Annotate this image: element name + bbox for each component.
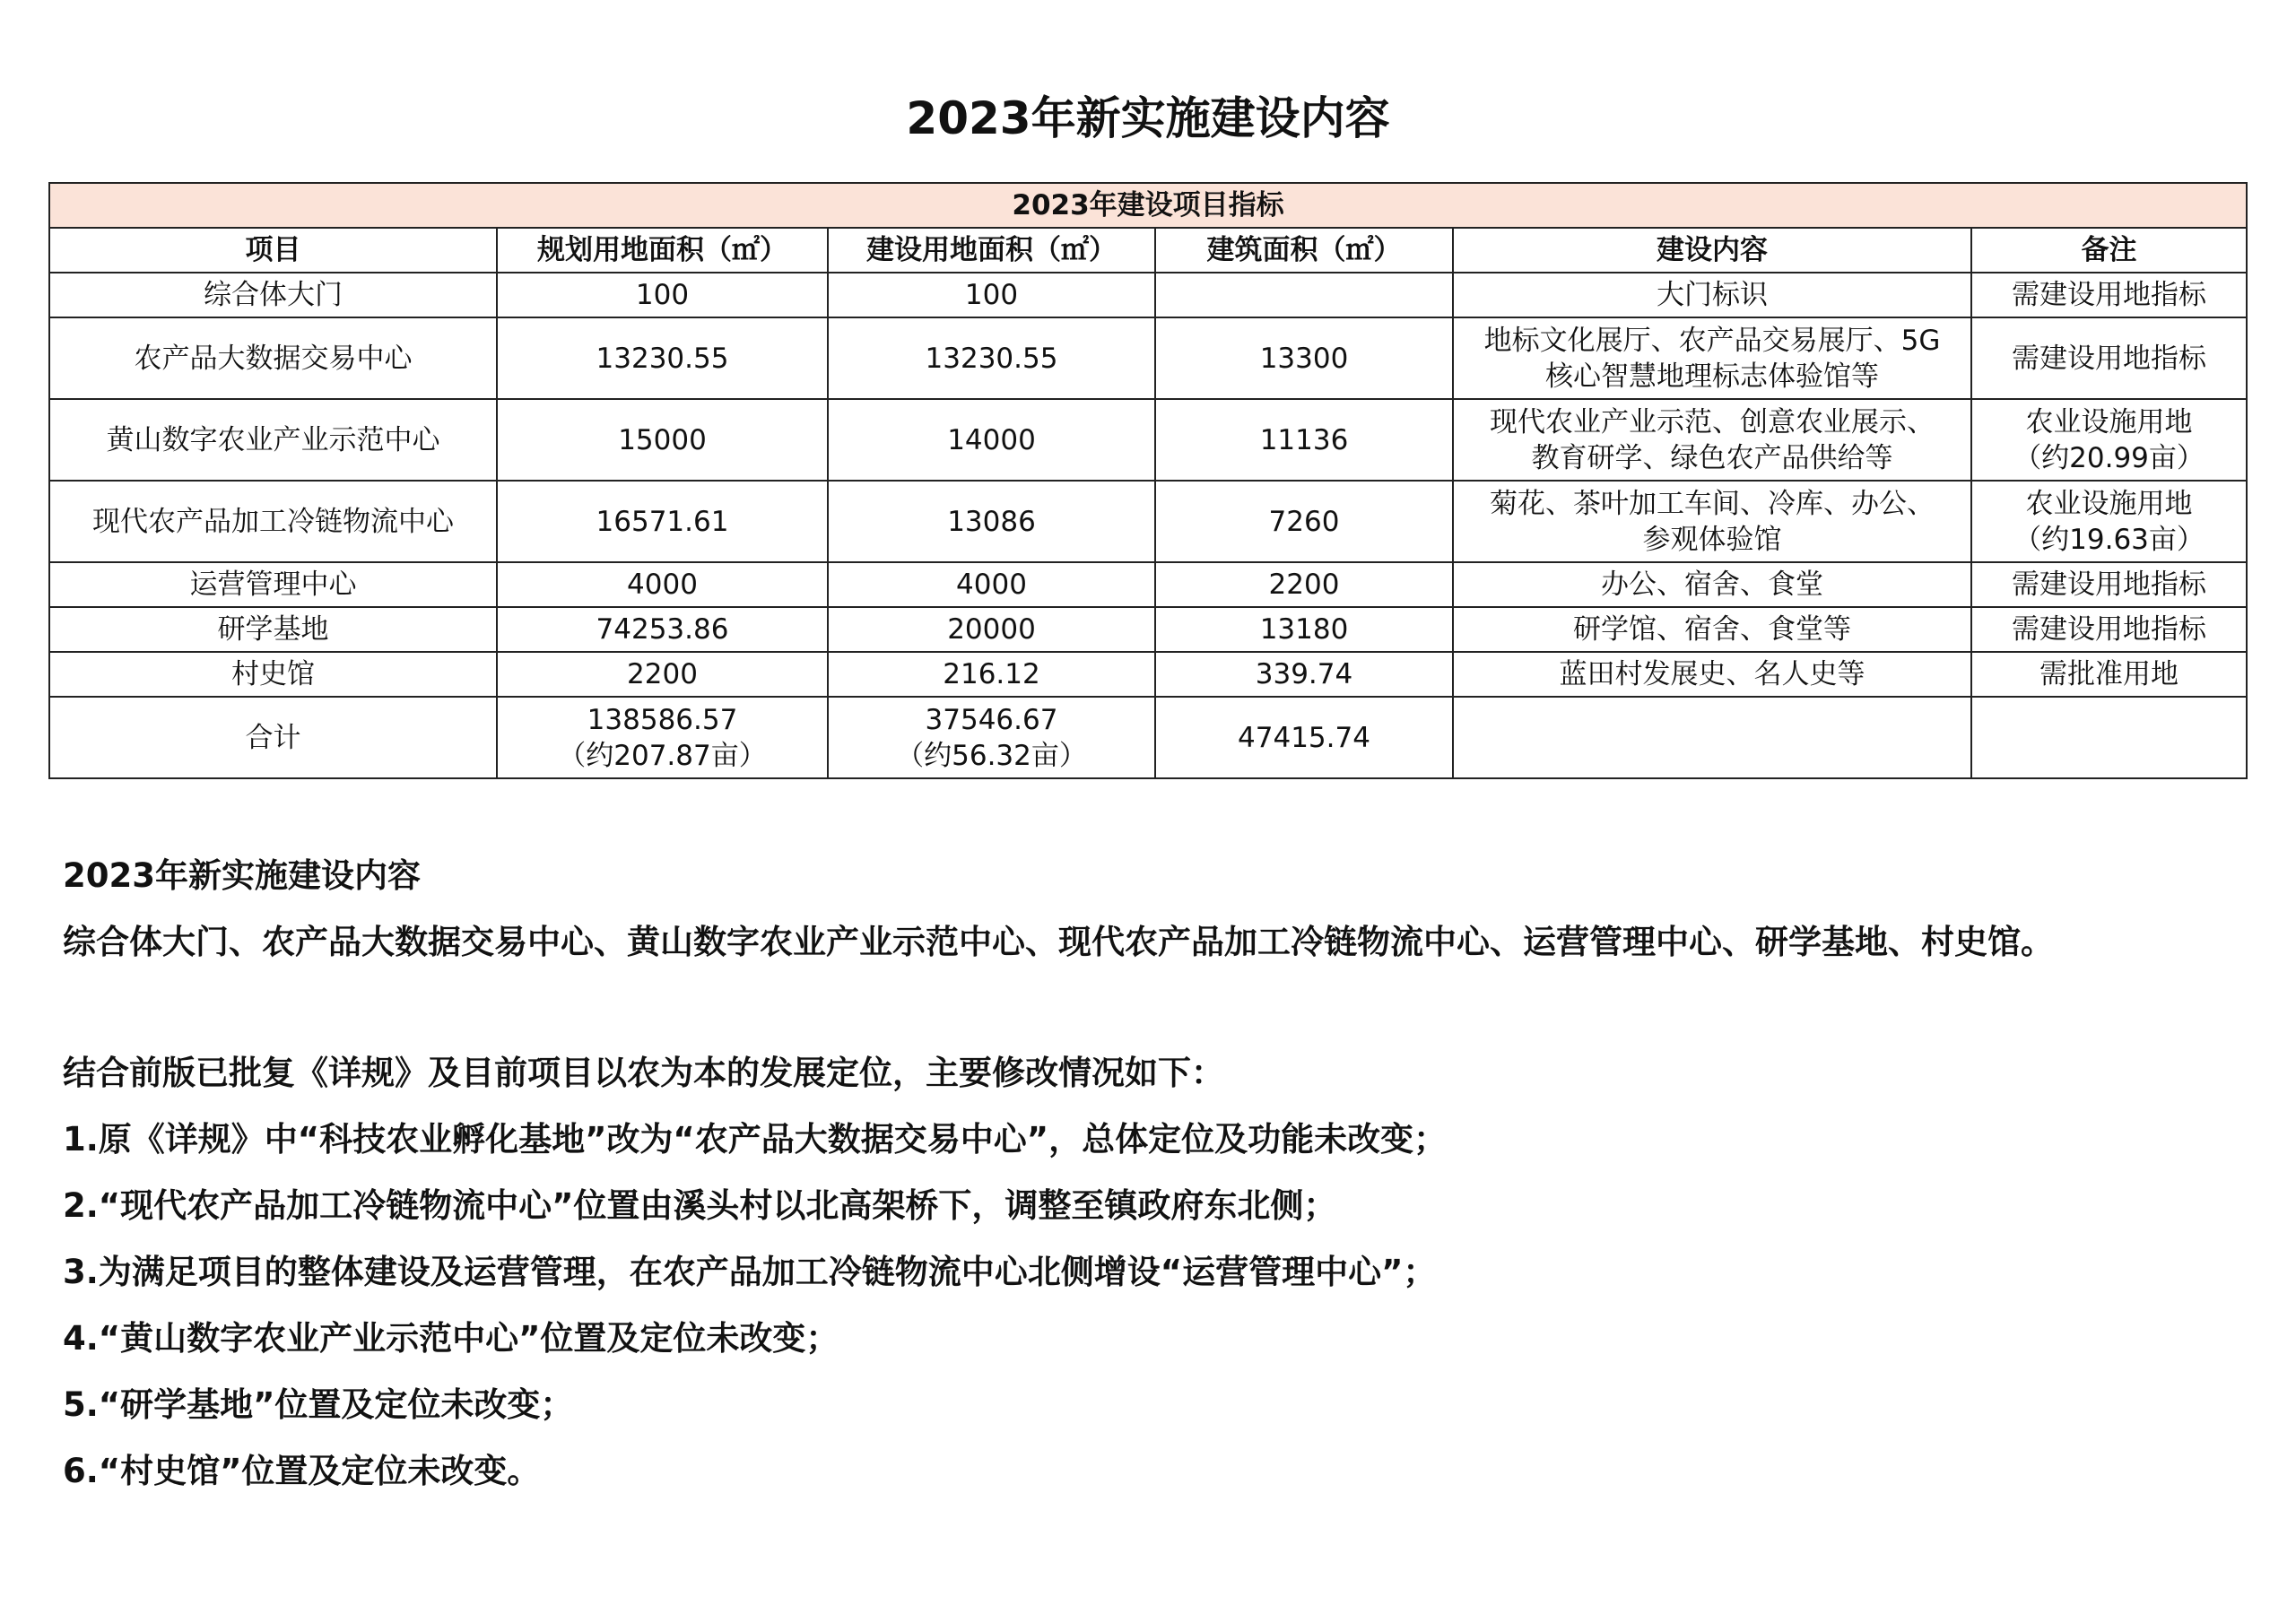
- table-row: [49, 652, 2247, 697]
- cell-project: 综合体大门: [49, 273, 497, 317]
- cell-remark: [1971, 481, 2247, 562]
- summary-items-line: 综合体大门、农产品大数据交易中心、黄山数字农业产业示范中心、现代农产品加工冷链物流中心、运营管理中心、研学基地、村史馆。: [63, 923, 2054, 961]
- cell-project: 研学基地: [49, 607, 497, 652]
- modification-item: 1.原《详规》中“科技农业孵化基地”改为“农产品大数据交易中心”，总体定位及功能未改变；: [63, 1120, 1448, 1159]
- cell-floor-area: 47415.74: [1155, 697, 1453, 778]
- remark-line-2: （约19.63亩）: [2013, 523, 2205, 556]
- cell-floor-area: 2200: [1155, 562, 1453, 607]
- cell-floor-area: 7260: [1155, 481, 1453, 562]
- cell-planned-area: 13230.55: [497, 317, 828, 399]
- cell-planned-area: 2200: [497, 652, 828, 697]
- header-content: 建设内容: [1453, 228, 1971, 273]
- remark-line-1: 农业设施用地: [2025, 405, 2193, 438]
- modification-intro: 结合前版已批复《详规》及目前项目以农为本的发展定位，主要修改情况如下：: [63, 1054, 1224, 1092]
- remark-line-2: （约20.99亩）: [2013, 441, 2205, 474]
- content-line-1: 地标文化展厅、农产品交易展厅、5G: [1483, 324, 1941, 357]
- cell-floor-area: [1155, 273, 1453, 317]
- table-row: [49, 399, 2247, 481]
- table-header-row: [49, 228, 2247, 273]
- planned-total: 138586.57: [587, 703, 738, 736]
- cell-floor-area: 13180: [1155, 607, 1453, 652]
- header-project: 项目: [49, 228, 497, 273]
- content-line-1: 现代农业产业示范、创意农业展示、: [1490, 405, 1935, 438]
- table-total-row: [49, 697, 2247, 778]
- table-row: [49, 273, 2247, 317]
- cell-construction-area: 100: [828, 273, 1155, 317]
- project-indicators-table: [48, 182, 2248, 779]
- cell-floor-area: 11136: [1155, 399, 1453, 481]
- construction-total-mu: （约56.32亩）: [896, 739, 1087, 772]
- content-line-1: 菊花、茶叶加工车间、冷库、办公、: [1490, 487, 1935, 520]
- table-caption: 2023年建设项目指标: [49, 183, 2247, 228]
- cell-content: 蓝田村发展史、名人史等: [1453, 652, 1971, 697]
- cell-construction-area: 13086: [828, 481, 1155, 562]
- modification-item: 6.“村史馆”位置及定位未改变。: [63, 1452, 541, 1490]
- page-title: 2023年新实施建设内容: [906, 92, 1390, 144]
- cell-content: 大门标识: [1453, 273, 1971, 317]
- cell-planned-area: 74253.86: [497, 607, 828, 652]
- cell-planned-area: 16571.61: [497, 481, 828, 562]
- cell-planned-area: 100: [497, 273, 828, 317]
- cell-content: [1453, 481, 1971, 562]
- cell-planned-area: 4000: [497, 562, 828, 607]
- cell-construction-area: [828, 697, 1155, 778]
- cell-floor-area: 339.74: [1155, 652, 1453, 697]
- cell-construction-area: 216.12: [828, 652, 1155, 697]
- cell-project: 黄山数字农业产业示范中心: [49, 399, 497, 481]
- header-construction-area: 建设用地面积（㎡）: [828, 228, 1155, 273]
- cell-remark: 需建设用地指标: [1971, 607, 2247, 652]
- cell-content: [1453, 399, 1971, 481]
- cell-remark: [1971, 697, 2247, 778]
- modification-item: 2.“现代农产品加工冷链物流中心”位置由溪头村以北高架桥下，调整至镇政府东北侧；: [63, 1186, 1337, 1225]
- cell-project: 村史馆: [49, 652, 497, 697]
- modification-item: 3.为满足项目的整体建设及运营管理，在农产品加工冷链物流中心北侧增设“运营管理中心”；: [63, 1253, 1437, 1291]
- modification-item: 4.“黄山数字农业产业示范中心”位置及定位未改变；: [63, 1319, 839, 1358]
- content-line-2: 参观体验馆: [1642, 523, 1782, 556]
- cell-content: [1453, 697, 1971, 778]
- cell-project: 农产品大数据交易中心: [49, 317, 497, 399]
- remark-line-1: 农业设施用地: [2025, 487, 2193, 520]
- table-row: [49, 481, 2247, 562]
- cell-content: [1453, 317, 1971, 399]
- table-row: [49, 607, 2247, 652]
- cell-construction-area: 14000: [828, 399, 1155, 481]
- table-row: [49, 317, 2247, 399]
- cell-planned-area: 15000: [497, 399, 828, 481]
- cell-construction-area: 13230.55: [828, 317, 1155, 399]
- summary-heading: 2023年新实施建设内容: [63, 856, 421, 895]
- cell-planned-area: [497, 697, 828, 778]
- cell-content: 办公、宿舍、食堂: [1453, 562, 1971, 607]
- cell-project: 现代农产品加工冷链物流中心: [49, 481, 497, 562]
- cell-construction-area: 4000: [828, 562, 1155, 607]
- table-row: [49, 562, 2247, 607]
- table-caption-row: [49, 183, 2247, 228]
- construction-total: 37546.67: [925, 703, 1058, 736]
- cell-remark: 需建设用地指标: [1971, 562, 2247, 607]
- cell-content: 研学馆、宿舍、食堂等: [1453, 607, 1971, 652]
- cell-project: 合计: [49, 697, 497, 778]
- cell-remark: 需建设用地指标: [1971, 317, 2247, 399]
- cell-construction-area: 20000: [828, 607, 1155, 652]
- content-line-2: 教育研学、绿色农产品供给等: [1531, 441, 1893, 474]
- cell-remark: 需建设用地指标: [1971, 273, 2247, 317]
- content-line-2: 核心智慧地理标志体验馆等: [1545, 360, 1879, 393]
- header-remark: 备注: [1971, 228, 2247, 273]
- header-floor-area: 建筑面积（㎡）: [1155, 228, 1453, 273]
- modification-item: 5.“研学基地”位置及定位未改变；: [63, 1385, 574, 1424]
- cell-project: 运营管理中心: [49, 562, 497, 607]
- cell-floor-area: 13300: [1155, 317, 1453, 399]
- cell-remark: 需批准用地: [1971, 652, 2247, 697]
- header-planned-area: 规划用地面积（㎡）: [497, 228, 828, 273]
- planned-total-mu: （约207.87亩）: [558, 739, 767, 772]
- cell-remark: [1971, 399, 2247, 481]
